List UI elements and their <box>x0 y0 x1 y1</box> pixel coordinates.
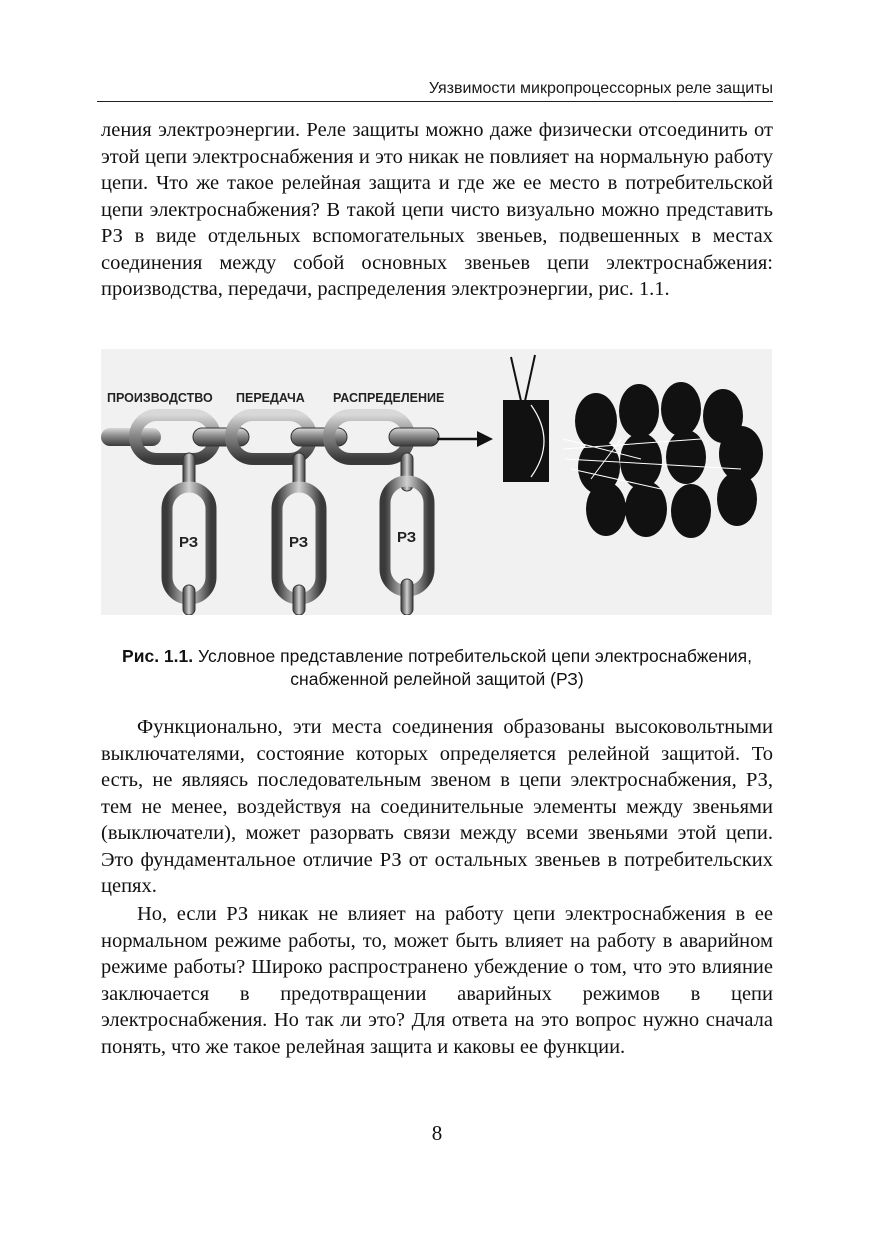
rz-label-2: РЗ <box>289 534 309 551</box>
label-distribution: РАСПРЕДЕЛЕНИЕ <box>333 391 445 405</box>
rz-label-3: РЗ <box>397 529 417 546</box>
chain-illustration <box>101 349 772 615</box>
main-chain <box>101 415 439 459</box>
arrow-to-consumer <box>437 431 493 447</box>
label-production: ПРОИЗВОДСТВО <box>107 391 213 405</box>
label-transmission: ПЕРЕДАЧА <box>236 391 305 405</box>
consumers-crowd-icon <box>563 382 763 538</box>
paragraph-3: Но, если РЗ никак не влияет на работу цепи электроснабжения в ее нормальном режиме работы, то, может быть влияет на работу в аварийном режиме работы? Широко распространено убеждение о том, что это влияние заключается в предотвращении аварийных режимов в цепи электроснабжения. Но так ли это? Для ответа на это вопрос нужно сначала понять, что же такое релейная защита и каковы ее функции. <box>101 903 773 1058</box>
paragraph-2: Функционально, эти места соединения образованы высоковольтными выключателями, состояние которых определяется релейной защитой. То есть, не являясь последовательным звеном в цепи электроснабжения, РЗ, тем не менее, воздействуя на соединительные элементы между звеньями (выключатели), может разорвать связи между всеми звеньями этой цепи. Это фундаментальное отличие РЗ от остальных звеньев в потребительских цепях. <box>101 716 773 897</box>
figure-caption-number: Рис. 1.1. <box>122 646 194 666</box>
figure-caption-text: Условное представление потребительской цепи электроснабжения, снабженной релейной защитой (РЗ) <box>198 646 752 689</box>
rz-label-1: РЗ <box>179 534 199 551</box>
page-number: 8 <box>431 1121 443 1145</box>
running-head: Уязвимости микропроцессорных реле защиты <box>97 80 773 102</box>
consumer-device-icon <box>503 355 549 482</box>
rz-link-1 <box>167 453 211 615</box>
figure-caption <box>101 645 773 691</box>
rz-link-2 <box>277 453 321 615</box>
rz-link-3 <box>385 453 429 615</box>
paragraph-1: ления электроэнергии. Реле защиты можно даже физически отсоединить от этой цепи электроснабжения и это никак не повлияет на нормальную работу цепи. Что же такое релейная защита и где же ее место в потребительской цепи электроснабжения? В такой цепи чисто визуально можно представить РЗ в виде отдельных вспомогательных звеньев, подвешенных в местах соединения между собой основных звеньев цепи электроснабжения: производства, передачи, распределения электроэнергии, рис. 1.1. <box>101 119 773 300</box>
figure-1-1 <box>101 349 772 615</box>
